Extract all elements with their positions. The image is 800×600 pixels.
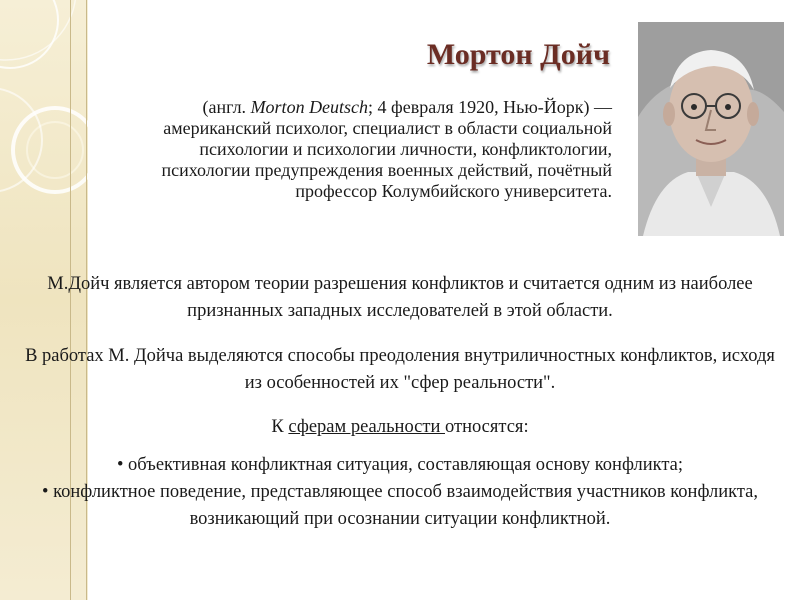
- bullet-list: [20, 452, 780, 533]
- spheres-before: К: [271, 417, 289, 437]
- bullet-item: • конфликтное поведение, представляющее способ взаимодействия участников конфликта, возникающий при осознании ситуации конфликтной.: [42, 482, 758, 529]
- bio-rest: ; 4 февраля 1920, Нью-Йорк) — американский психолог, специалист в области социальной психологии и психологии личности, конфликтологии, психологии предупреждения военных действий, почётный профессор Колумбийского университета.: [161, 97, 612, 201]
- bio-open: (англ.: [202, 97, 251, 117]
- slide-title: Мортон Дойч: [426, 38, 610, 71]
- bullet-item: • объективная конфликтная ситуация, составляющая основу конфликта;: [116, 455, 684, 475]
- spheres-underlined: сферам реальности: [288, 417, 445, 437]
- spheres-after: относятся:: [444, 417, 529, 437]
- bio-text: [150, 97, 612, 202]
- paragraph-author-theory: М.Дойч является автором теории разрешения конфликтов и считается одним из наиболее признанных западных исследователей в этой области.: [47, 274, 753, 321]
- portrait-image: [638, 22, 784, 236]
- paragraph-methods: В работах М. Дойча выделяются способы преодоления внутриличностных конфликтов, исходя из особенностей их "сфер реальности".: [25, 346, 775, 393]
- bio-name-en: Morton Deutsch: [250, 97, 369, 117]
- portrait-photo: [638, 22, 784, 236]
- paragraph-spheres-intro: [20, 414, 780, 441]
